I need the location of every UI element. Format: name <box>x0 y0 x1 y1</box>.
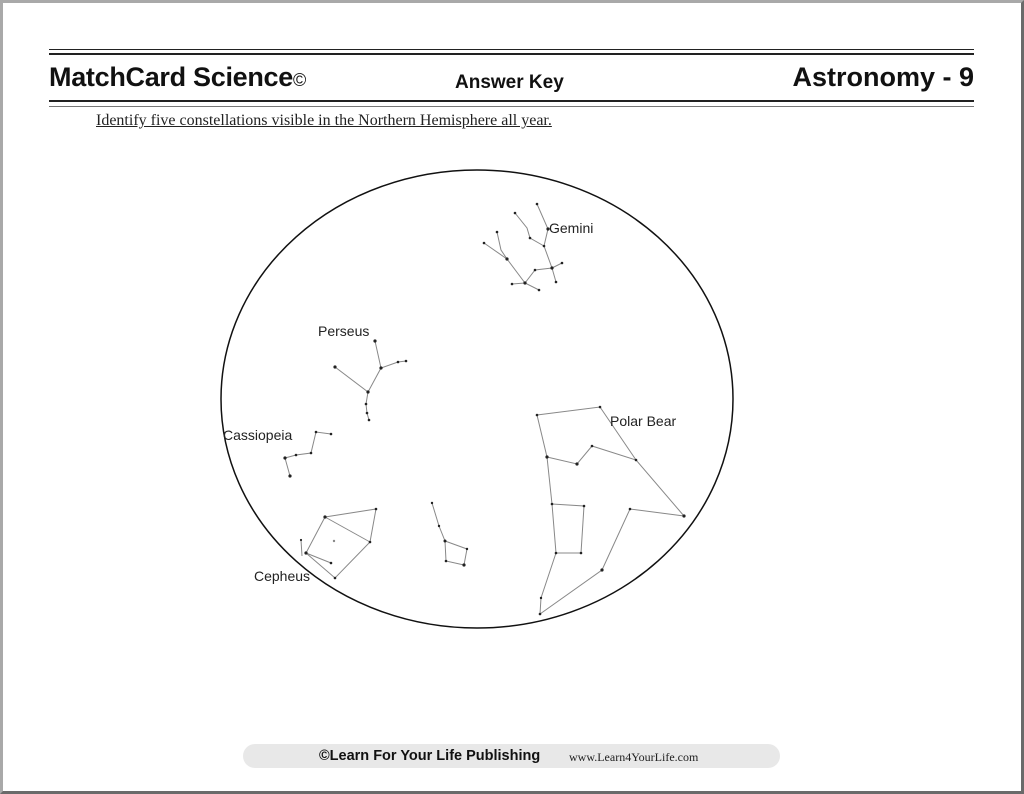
perseus-constellation <box>335 341 406 420</box>
perseus-stars <box>333 339 407 421</box>
answer-key-label: Answer Key <box>455 72 564 93</box>
polar-bear-constellation <box>537 407 684 614</box>
small-bear-stars <box>431 502 468 567</box>
label-perseus: Perseus <box>318 323 370 339</box>
instruction-text: Identify five constellations visible in the Northern Hemisphere all year. <box>96 112 552 129</box>
cepheus-constellation <box>301 509 376 578</box>
gemini-constellation <box>484 204 562 290</box>
sky-circle <box>221 170 733 628</box>
label-cepheus: Cepheus <box>254 568 311 584</box>
topic-title: Astronomy - 9 <box>792 62 974 92</box>
title-text: MatchCard Science <box>49 62 293 92</box>
label-polar-bear: Polar Bear <box>610 413 677 429</box>
copyright-mark: © <box>293 70 306 90</box>
label-cassiopeia: Cassiopeia <box>223 427 293 443</box>
publisher-name: ©Learn For Your Life Publishing <box>319 748 541 764</box>
small-bear-constellation <box>432 503 467 565</box>
polar-bear-stars <box>536 406 686 616</box>
publisher-url[interactable]: www.Learn4YourLife.com <box>569 750 699 764</box>
label-gemini: Gemini <box>549 220 594 236</box>
footer-bar <box>243 744 780 768</box>
gemini-stars <box>483 203 564 292</box>
